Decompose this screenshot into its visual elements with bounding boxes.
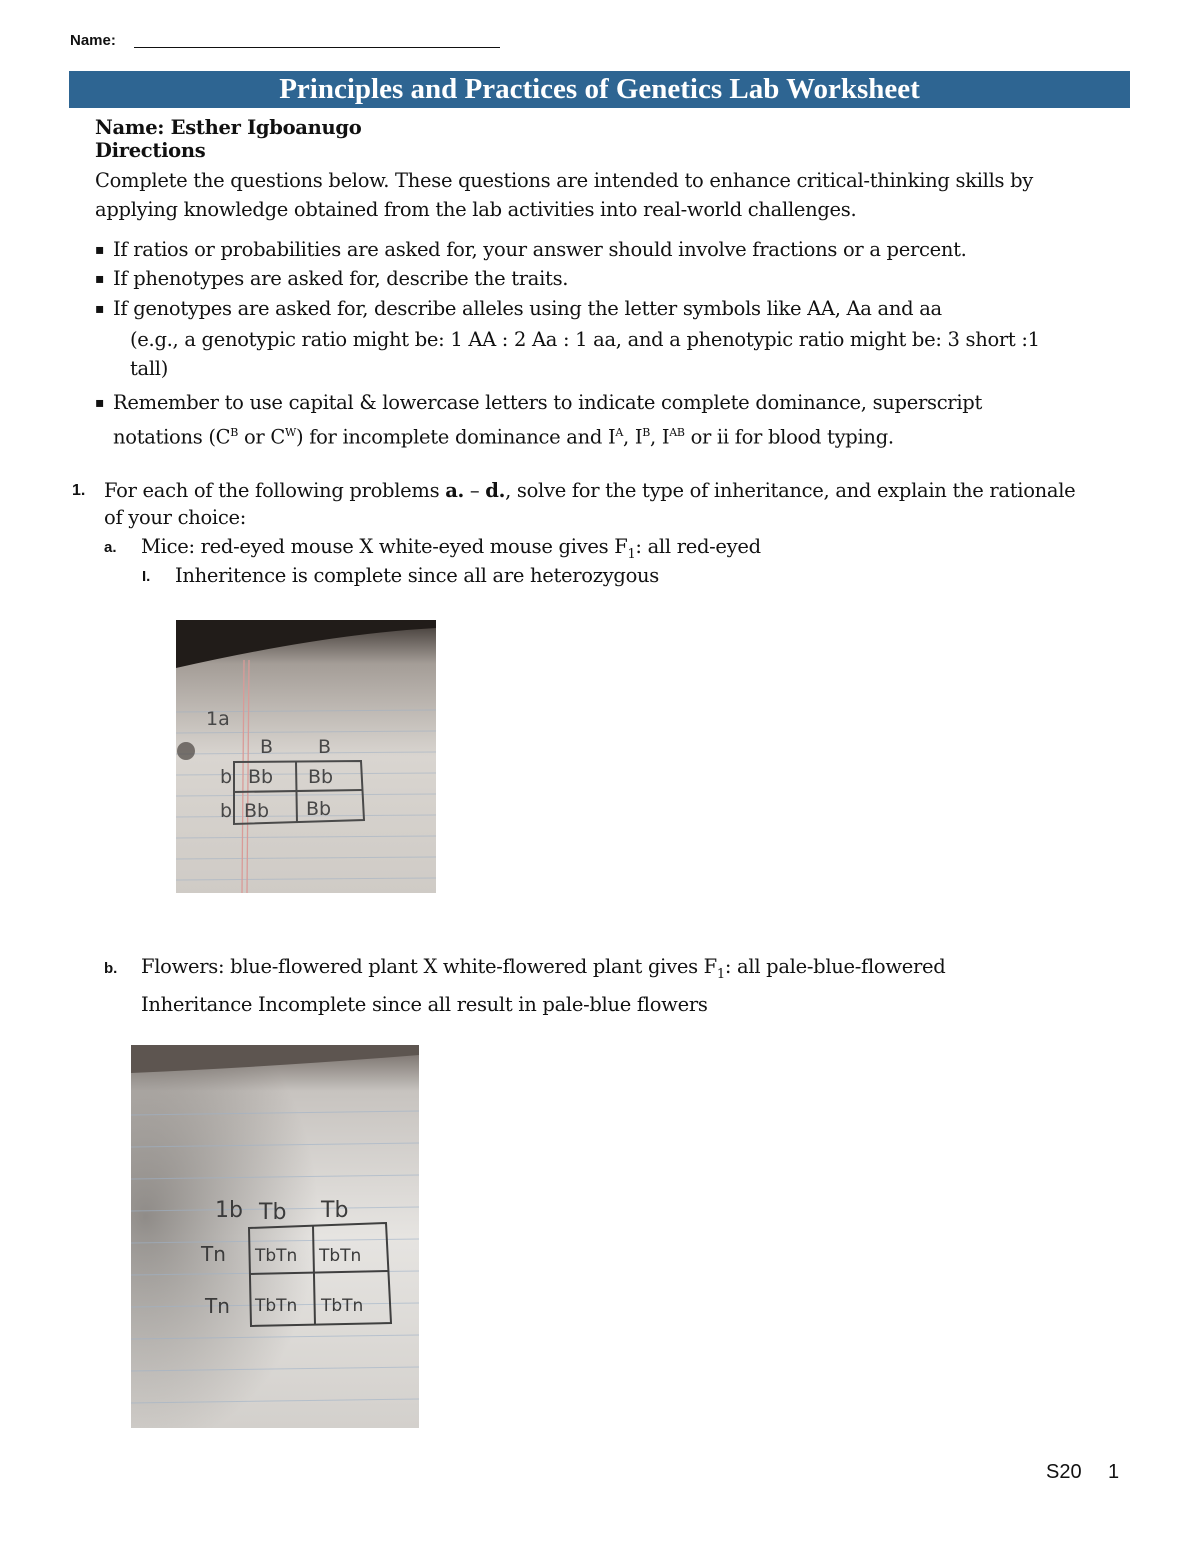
cell-genotype: Bb	[308, 766, 334, 788]
cell-genotype: Bb	[248, 766, 274, 788]
problem-tag: 1a	[206, 708, 230, 730]
bullet-icon: ▪	[95, 242, 105, 258]
example-line-2: tall)	[130, 357, 169, 380]
col-allele: B	[318, 736, 332, 758]
name-label: Name:	[70, 32, 116, 49]
page-number: 1	[1108, 1461, 1120, 1483]
row-allele: b	[220, 766, 233, 788]
reminder-notations: notations ($C^B$ or $C^W$) for incomplete dominance and $I^A$, $I^B$, $I^{AB}$ or ii for blood typing.	[113, 425, 894, 449]
example-line-1: (e.g., a genotypic ratio might be: 1 AA : 2 Aa : 1 aa, and a phenotypic ratio might be: 3 short :1	[130, 328, 1040, 351]
col-allele: Tb	[321, 1198, 349, 1223]
cell-genotype: TbTn	[255, 1296, 298, 1316]
col-allele: B	[260, 736, 274, 758]
name-blank-line	[134, 47, 500, 48]
part-a-answer: Inheritence is complete since all are heterozygous	[175, 564, 660, 587]
part-a-answer-label: I.	[142, 568, 151, 585]
problem-tag: 1b	[215, 1198, 243, 1223]
question-1-line-2: of your choice:	[104, 506, 246, 529]
punnett-photo-1a-image	[176, 620, 436, 893]
cell-genotype: TbTn	[255, 1246, 298, 1266]
question-number: 1.	[72, 482, 86, 499]
col-allele: Tb	[259, 1200, 287, 1225]
question-1-line-1: For each of the following problems a. – d., solve for the type of inheritance, and explain the rationale	[104, 479, 1076, 502]
part-b-label: b.	[104, 960, 118, 977]
footer-code: S20	[1046, 1461, 1082, 1483]
bullet-reminder: Remember to use capital & lowercase letters to indicate complete dominance, superscript	[113, 391, 982, 414]
bullet-icon: ▪	[95, 395, 105, 411]
cell-genotype: Bb	[244, 800, 270, 822]
row-allele: Tn	[201, 1242, 226, 1266]
part-a-prompt: Mice: red-eyed mouse X white-eyed mouse gives $F_1$: all red-eyed	[141, 535, 761, 562]
part-b-answer: Inheritance Incomplete since all result in pale-blue flowers	[141, 993, 708, 1016]
cell-genotype: TbTn	[319, 1246, 362, 1266]
bullet-icon: ▪	[95, 271, 105, 287]
bullet-ratios: If ratios or probabilities are asked for, your answer should involve fractions or a percent.	[113, 238, 967, 261]
part-b-prompt: Flowers: blue-flowered plant X white-flowered plant gives $F_1$: all pale-blue-flowered	[141, 955, 946, 982]
directions-intro-line-2: applying knowledge obtained from the lab activities into real-world challenges.	[95, 198, 857, 221]
bullet-phenotypes: If phenotypes are asked for, describe the traits.	[113, 267, 569, 290]
cell-genotype: Bb	[306, 798, 332, 820]
student-name: Name: Esther Igboanugo	[95, 116, 362, 139]
directions-heading: Directions	[95, 139, 206, 162]
punnett-photo-1a	[176, 620, 436, 893]
row-allele: Tn	[205, 1294, 230, 1318]
directions-intro-line-1: Complete the questions below. These questions are intended to enhance critical-thinking skills by	[95, 169, 1034, 192]
title-banner	[69, 71, 1130, 108]
row-allele: b	[220, 800, 233, 822]
page-title: Principles and Practices of Genetics Lab Worksheet	[279, 73, 920, 105]
punnett-photo-1b-image	[131, 1045, 419, 1428]
cell-genotype: TbTn	[321, 1296, 364, 1316]
bullet-icon: ▪	[95, 301, 105, 317]
punnett-photo-1b	[131, 1045, 419, 1428]
part-a-label: a.	[104, 539, 117, 556]
bullet-genotypes: If genotypes are asked for, describe alleles using the letter symbols like AA, Aa and aa	[113, 297, 942, 320]
